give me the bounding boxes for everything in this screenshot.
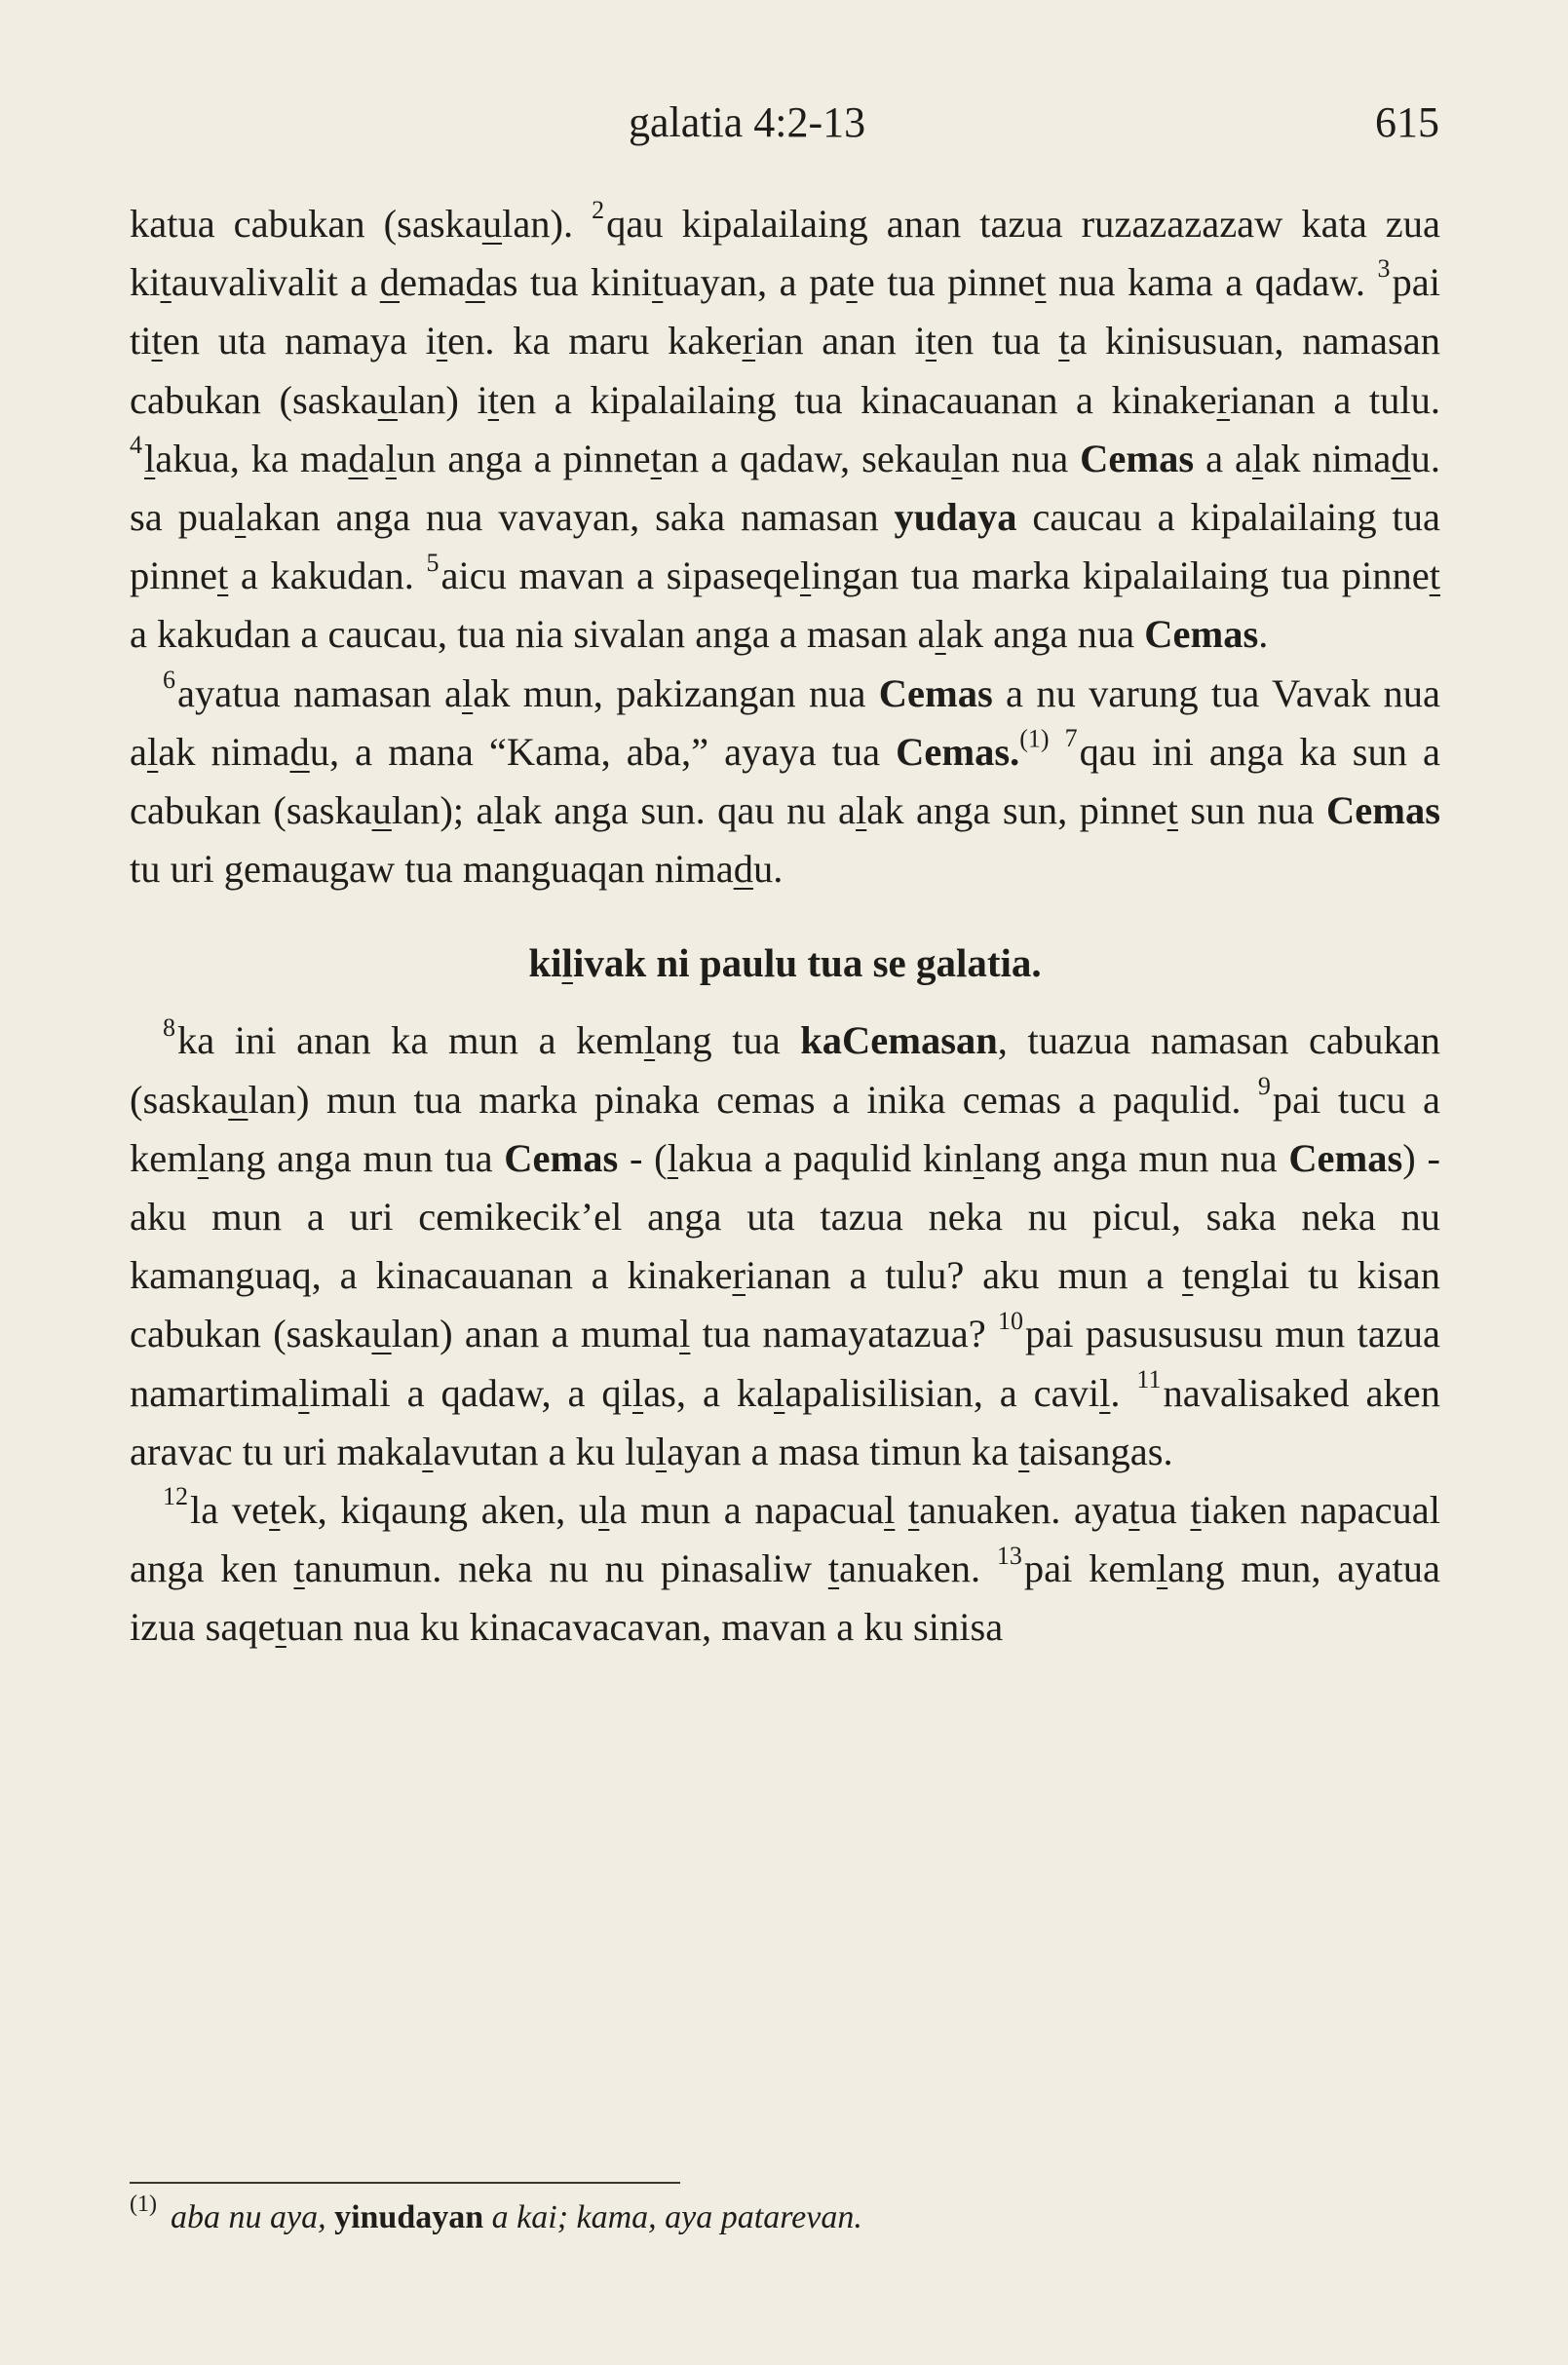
bold-term: Cemas (1080, 436, 1195, 480)
underlined-letter: l (884, 1488, 896, 1533)
verse-number: 9 (1257, 1071, 1271, 1100)
underlined-letter: l (655, 1429, 668, 1473)
bold-term: yudaya (894, 495, 1017, 540)
bold-term: Cemas (504, 1135, 619, 1180)
bold-term: Cemas. (896, 729, 1020, 774)
underlined-letter: l (973, 1135, 985, 1180)
underlined-letter: u (371, 1312, 392, 1356)
underlined-letter: u (377, 377, 398, 422)
underlined-letter: t (846, 260, 858, 305)
underlined-letter: r (732, 1253, 746, 1298)
paragraph-continued: katua cabukan (saskaulan). $^2$qau kipalailaing anan tazua ruzazazazaw kata zua kitauvalivalit a demadas tua kinituayan, a pate tua pinnet nua kama a qadaw. $^3$pai titen uta namaya iten. ka maru kakerian anan iten tua ta kinisusuan, namasan cabukan (saskaulan) iten a kipalailaing tua kinacauanan a kinakerianan a tulu. $^4$lakua, ka madalun anga a pinnetan a qadaw, sekaulan nua Cemas a alak nimadu. sa pualakan anga nua vavayan, saka namasan yudaya caucau a kipalailaing tua pinnet a kakudan. $^5$aicu mavan a sipaseqelingan tua marka kipalailaing tua pinnet a kakudan a caucau, tua nia sivalan anga a masan alak anga nua Cemas. (130, 196, 1441, 657)
underlined-letter: l (1156, 1546, 1168, 1591)
underlined-letter: l (144, 436, 156, 480)
verse-number: 13 (996, 1541, 1022, 1570)
underlined-letter: t (1166, 788, 1178, 833)
bold-term: Cemas (1288, 1135, 1403, 1180)
verse-number: 3 (1377, 254, 1391, 284)
underlined-letter: d (379, 260, 401, 305)
underlined-letter: t (436, 319, 448, 363)
footnote-reference[interactable]: (1) (1019, 724, 1050, 753)
bold-term: Cemas (1144, 612, 1259, 657)
underlined-letter: l (146, 729, 159, 774)
verse-number: 6 (163, 665, 175, 694)
footnote-rule (130, 2182, 680, 2184)
running-title: galatia 4:2-13 (629, 98, 866, 146)
paragraph-verse-8: $^8$ka ini anan ka mun a kemlang tua kaCemasan, tuazua namasan cabukan (saskaulan) mun tua marka pinaka cemas a inika cemas a paqulid. $^9$pai tucu a kemlang anga mun tua Cemas - (lakua a paqulid kinlang anga mun nua Cemas) - aku mun a uri cemikecik’el anga uta tazua neka nu picul, saka neka nu kamanguaq, a kinacauanan a kinakerianan a tulu? aku mun a tenglai tu kisan cabukan (saskaulan) anan a mumal tua namayatazua? $^{10}$pai pasusususu mun tazua namartimalimali a qadaw, a qilas, a kalapalisilisian, a cavil. $^{11}$navalisaked aken aravac tu uri makalavutan a ku lulayan a masa timun ka taisangas. (130, 1012, 1441, 1473)
underlined-letter: l (197, 1135, 209, 1180)
underlined-letter: t (1058, 319, 1070, 363)
underlined-letter: t (216, 553, 229, 598)
verse-number: 12 (163, 1482, 188, 1511)
footnote-mark: (1) (130, 2192, 157, 2218)
italic-text: a kai; kama, aya patarevan. (483, 2199, 862, 2235)
underlined-letter: t (1190, 1488, 1202, 1533)
underlined-letter: l (385, 436, 397, 480)
section-heading: kilivak ni paulu tua se galatia. (528, 940, 1042, 986)
body-text (130, 195, 1440, 1658)
verse-number: 10 (998, 1306, 1023, 1335)
underlined-letter: t (650, 436, 662, 480)
underlined-letter: l (1251, 436, 1264, 480)
underlined-letter: t (293, 1546, 305, 1591)
underlined-letter: l (631, 1370, 644, 1415)
underlined-letter: t (1128, 1488, 1140, 1533)
underlined-letter: l (935, 612, 946, 657)
underlined-letter: t (275, 1605, 287, 1650)
underlined-letter: r (742, 319, 756, 363)
bold-term: yinudayan (334, 2199, 484, 2235)
italic-text: aba nu aya, (170, 2199, 335, 2235)
underlined-letter: u (228, 1077, 249, 1122)
underlined-letter: l (422, 1429, 434, 1473)
underlined-letter: l (298, 1370, 310, 1415)
underlined-letter: l (679, 1312, 691, 1356)
underlined-letter: u (481, 202, 503, 246)
underlined-letter: t (1182, 1253, 1194, 1298)
bold-term: Cemas (1326, 788, 1441, 833)
verse-number: 7 (1064, 724, 1078, 753)
underlined-letter: u (371, 788, 392, 833)
underlined-letter: d (465, 260, 485, 305)
underlined-letter: t (908, 1488, 920, 1533)
bold-term: Cemas (878, 670, 993, 715)
underlined-letter: d (733, 847, 753, 892)
underlined-letter: t (652, 260, 664, 305)
underlined-letter: l (235, 495, 247, 540)
underlined-letter: l (598, 1488, 610, 1533)
underlined-letter: t (827, 1546, 840, 1591)
underlined-letter: l (1099, 1370, 1111, 1415)
bold-term: kaCemasan (800, 1018, 998, 1063)
underlined-letter: l (951, 436, 963, 480)
page-number: 615 (1375, 98, 1439, 146)
underlined-letter: l (856, 788, 867, 833)
page-header (132, 97, 1439, 156)
underlined-letter: t (269, 1488, 281, 1533)
verse-number: 11 (1136, 1364, 1162, 1393)
underlined-letter: t (925, 319, 937, 363)
verse-number: 2 (592, 196, 605, 225)
underlined-letter: l (643, 1018, 656, 1063)
underlined-letter: l (667, 1135, 678, 1180)
paragraph-verse-12: $^{12}$la vetek, kiqaung aken, ula mun a napacual tanuaken. ayatua tiaken napacual anga ken tanumun. neka nu nu pinasaliw tanuaken. $^{13}$pai kemlang mun, ayatua izua saqetuan nua ku kinacavacavan, mavan a ku sinisa (130, 1482, 1440, 1650)
underlined-letter: t (160, 260, 172, 305)
verse-number: 5 (426, 548, 440, 577)
underlined-letter: l (799, 553, 812, 598)
underlined-letter: l (561, 940, 573, 986)
underlined-letter: t (1035, 260, 1047, 305)
verse-number: 8 (163, 1012, 175, 1042)
underlined-letter: l (774, 1370, 785, 1415)
underlined-letter: d (348, 436, 368, 480)
paragraph-verse-6: $^6$ayatua namasan alak mun, pakizangan nua Cemas a nu varung tua Vavak nua alak nimadu, a mana “Kama, aba,” ayaya tua Cemas.$^{(1)}$ $^7$qau ini anga ka sun a cabukan (saskaulan); alak anga sun. qau nu alak anga sun, pinnet sun nua Cemas tu uri gemaugaw tua manguaqan nimadu. (130, 665, 1441, 892)
underlined-letter: r (1216, 377, 1231, 422)
footnote (130, 2192, 1396, 2240)
underlined-letter: t (151, 319, 163, 363)
underlined-letter: l (461, 670, 474, 715)
underlined-letter: d (289, 729, 310, 774)
underlined-letter: t (1018, 1429, 1030, 1473)
underlined-letter: t (1429, 553, 1440, 598)
verse-number: 4 (130, 431, 142, 460)
underlined-letter: d (1391, 436, 1411, 480)
underlined-letter: t (487, 377, 499, 422)
underlined-letter: l (493, 788, 505, 833)
